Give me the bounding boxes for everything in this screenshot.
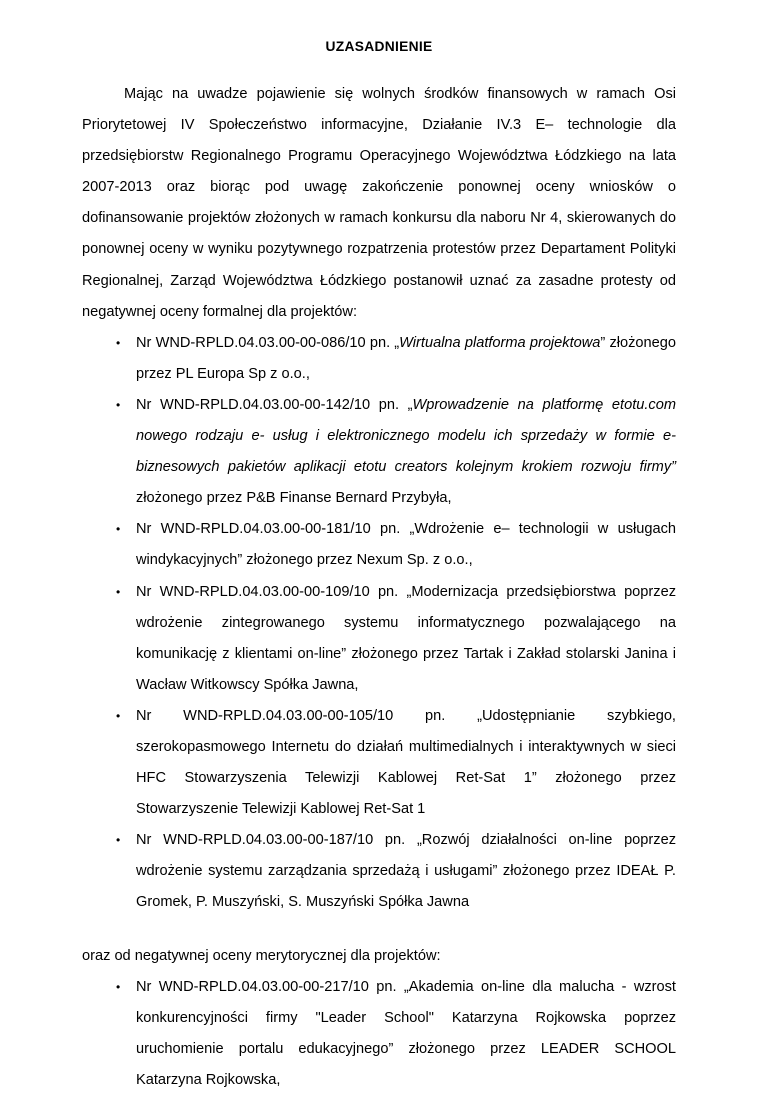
project-text: Nr WND-RPLD.04.03.00-00-105/10 pn. „Udostępnianie szybkiego, szerokopasmowego Internetu do działań multimedialnych i interaktywnych w sieci HFC Stowarzyszenia Telewizji Kablowej Ret-Sat 1” złożonego przez Stowarzyszenie Telewizji Kablowej Ret-Sat 1 [136,707,676,818]
intro-paragraph: Mając na uwadze pojawienie się wolnych środków finansowych w ramach Osi Priorytetowej IV Społeczeństwo informacyjne, Działanie IV.3 E– technologie dla przedsiębiorstw Regionalnego Programu Operacyjnego Województwa Łódzkiego na lata 2007-2013 oraz biorąc pod uwagę zakończenie ponownej oceny wniosków o dofinansowanie projektów złożonych w ramach konkursu dla naboru Nr 4, skierowanych do ponownej oceny w wyniku pozytywnego rozpatrzenia protestów przez Departament Polityki Regionalnej, Zarząd Województwa Łódzkiego postanowił uznać za zasadne protesty od negatywnej oceny formalnej dla projektów: [82,86,676,320]
project-prefix: Nr WND-RPLD.04.03.00-00-142/10 pn. „ [136,396,413,413]
bullet-icon: • [116,833,121,848]
project-text: Nr WND-RPLD.04.03.00-00-217/10 pn. „Akademia on-line dla malucha - wzrost konkurencyjności firmy "Leader School" Katarzyna Rojkowska poprzez uruchomienie portalu edukacyjnego” złożonego przez LEADER SCHOOL Katarzyna Rojkowska, [136,978,676,1088]
project-suffix: złożonego przez P&B Finanse Bernard Przybyła, [136,490,452,507]
project-suffix: ” złożonego przez PL Europa Sp z o.o., [136,334,676,382]
bullet-icon: • [116,397,121,412]
formal-projects-list [82,328,676,919]
project-text: Nr WND-RPLD.04.03.00-00-187/10 pn. „Rozwój działalności on-line poprzez wdrożenie systemu zarządzania sprzedażą i usługami” złożonego przez IDEAŁ P. Gromek, P. Muszyński, S. Muszyński Spółka Jawna [136,832,676,911]
project-prefix: Nr WND-RPLD.04.03.00-00-086/10 pn. „ [136,334,400,351]
merit-projects-list [82,972,676,1096]
bullet-icon: • [116,979,121,994]
list-item [82,577,676,701]
project-title-italic: Wprowadzenie na platformę etotu.com nowego rodzaju e- usług i elektronicznego modelu ich sprzedaży w formie e- biznesowych pakietów aplikacji etotu creators kolejnym krokiem rozwoju firmy” [136,396,676,476]
document-title: UZASADNIENIE [325,39,433,54]
project-title-italic: Wirtualna platforma projektowa [399,334,601,351]
document-page [82,38,676,1096]
bullet-icon: • [116,708,121,723]
list-item [82,390,676,514]
spacer [82,919,676,941]
list-item [82,328,676,390]
merit-intro: oraz od negatywnej oceny merytorycznej dla projektów: [82,947,441,964]
list-item [82,514,676,576]
list-item [82,825,676,918]
list-item [82,701,676,825]
project-text: Nr WND-RPLD.04.03.00-00-181/10 pn. „Wdrożenie e– technologii w usługach windykacyjnych” złożonego przez Nexum Sp. z o.o., [136,521,676,569]
bullet-icon: • [116,522,121,537]
bullet-icon: • [116,584,121,599]
project-text: Nr WND-RPLD.04.03.00-00-109/10 pn. „Modernizacja przedsiębiorstwa poprzez wdrożenie zintegrowanego systemu informatycznego pozwalającego na komunikację z klientami on-line” złożonego przez Tartak i Zakład stolarski Janina i Wacław Witkowscy Spółka Jawna, [136,583,676,693]
bullet-icon: • [116,335,121,350]
list-item [82,972,676,1096]
